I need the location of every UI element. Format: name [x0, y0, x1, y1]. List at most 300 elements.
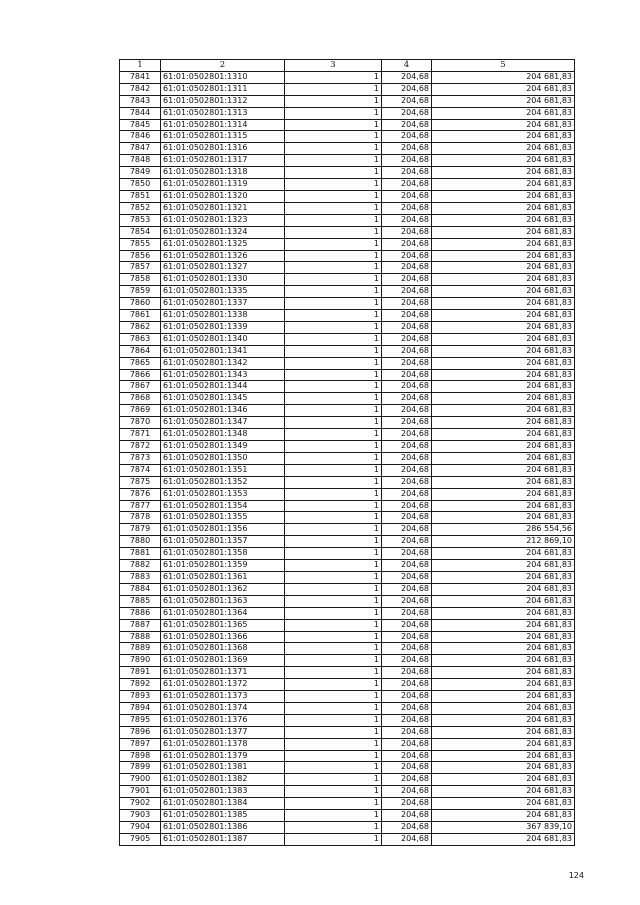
header-col-3: 3 [285, 60, 382, 72]
cell-value: 204 681,83 [432, 464, 575, 476]
cell-area: 204,68 [382, 190, 432, 202]
cell-area: 204,68 [382, 643, 432, 655]
cell-count: 1 [285, 822, 382, 834]
cell-count: 1 [285, 369, 382, 381]
table-row [120, 750, 575, 762]
table-row [120, 714, 575, 726]
cell-cadastral-number: 61:01:0502801:1323 [161, 214, 285, 226]
table-row [120, 167, 575, 179]
cell-row-number: 7882 [120, 560, 161, 572]
cell-cadastral-number: 61:01:0502801:1356 [161, 524, 285, 536]
table-row [120, 702, 575, 714]
cell-count: 1 [285, 405, 382, 417]
cell-cadastral-number: 61:01:0502801:1318 [161, 167, 285, 179]
cell-value: 204 681,83 [432, 476, 575, 488]
cell-value: 204 681,83 [432, 607, 575, 619]
cell-row-number: 7892 [120, 679, 161, 691]
cell-cadastral-number: 61:01:0502801:1354 [161, 500, 285, 512]
cell-area: 204,68 [382, 833, 432, 845]
cell-value: 204 681,83 [432, 345, 575, 357]
table-row [120, 71, 575, 83]
cell-area: 204,68 [382, 369, 432, 381]
cell-area: 204,68 [382, 595, 432, 607]
cell-area: 204,68 [382, 441, 432, 453]
cell-value: 204 681,83 [432, 381, 575, 393]
cell-cadastral-number: 61:01:0502801:1384 [161, 798, 285, 810]
cell-value: 367 839,10 [432, 822, 575, 834]
cell-count: 1 [285, 274, 382, 286]
cell-row-number: 7870 [120, 417, 161, 429]
cell-area: 204,68 [382, 250, 432, 262]
table-row [120, 524, 575, 536]
table-row [120, 274, 575, 286]
cell-row-number: 7874 [120, 464, 161, 476]
cell-value: 204 681,83 [432, 441, 575, 453]
cell-row-number: 7888 [120, 631, 161, 643]
cell-area: 204,68 [382, 679, 432, 691]
cell-area: 204,68 [382, 726, 432, 738]
cell-value: 204 681,83 [432, 702, 575, 714]
cell-area: 204,68 [382, 405, 432, 417]
cell-row-number: 7897 [120, 738, 161, 750]
cell-count: 1 [285, 214, 382, 226]
header-col-5: 5 [432, 60, 575, 72]
cell-row-number: 7879 [120, 524, 161, 536]
cell-value: 204 681,83 [432, 167, 575, 179]
cell-value: 204 681,83 [432, 369, 575, 381]
table-row [120, 143, 575, 155]
cell-row-number: 7857 [120, 262, 161, 274]
cell-count: 1 [285, 452, 382, 464]
table-row [120, 571, 575, 583]
cell-cadastral-number: 61:01:0502801:1355 [161, 512, 285, 524]
cell-row-number: 7858 [120, 274, 161, 286]
cell-row-number: 7887 [120, 619, 161, 631]
cell-value: 204 681,83 [432, 619, 575, 631]
table-row [120, 452, 575, 464]
cell-cadastral-number: 61:01:0502801:1317 [161, 155, 285, 167]
cell-value: 204 681,83 [432, 190, 575, 202]
cell-area: 204,68 [382, 167, 432, 179]
cell-value: 204 681,83 [432, 417, 575, 429]
cell-cadastral-number: 61:01:0502801:1315 [161, 131, 285, 143]
header-col-2: 2 [161, 60, 285, 72]
cell-area: 204,68 [382, 655, 432, 667]
cell-area: 204,68 [382, 738, 432, 750]
cell-cadastral-number: 61:01:0502801:1324 [161, 226, 285, 238]
cell-value: 212 869,10 [432, 536, 575, 548]
cell-area: 204,68 [382, 536, 432, 548]
cell-area: 204,68 [382, 774, 432, 786]
cell-row-number: 7846 [120, 131, 161, 143]
cell-count: 1 [285, 298, 382, 310]
table-row [120, 202, 575, 214]
cell-row-number: 7885 [120, 595, 161, 607]
cell-cadastral-number: 61:01:0502801:1345 [161, 393, 285, 405]
cell-row-number: 7866 [120, 369, 161, 381]
cell-count: 1 [285, 548, 382, 560]
table-row [120, 500, 575, 512]
cell-area: 204,68 [382, 179, 432, 191]
cell-row-number: 7902 [120, 798, 161, 810]
table-row [120, 298, 575, 310]
table-row [120, 595, 575, 607]
cell-row-number: 7859 [120, 286, 161, 298]
cell-cadastral-number: 61:01:0502801:1320 [161, 190, 285, 202]
cell-row-number: 7898 [120, 750, 161, 762]
table-row [120, 131, 575, 143]
cell-count: 1 [285, 762, 382, 774]
cell-count: 1 [285, 464, 382, 476]
cell-row-number: 7863 [120, 333, 161, 345]
cell-cadastral-number: 61:01:0502801:1314 [161, 119, 285, 131]
cell-count: 1 [285, 131, 382, 143]
cell-value: 204 681,83 [432, 595, 575, 607]
table-row [120, 381, 575, 393]
table-row [120, 476, 575, 488]
cell-row-number: 7861 [120, 310, 161, 322]
cell-count: 1 [285, 667, 382, 679]
table-row [120, 679, 575, 691]
cell-value: 204 681,83 [432, 333, 575, 345]
cell-count: 1 [285, 476, 382, 488]
cell-value: 204 681,83 [432, 214, 575, 226]
cell-cadastral-number: 61:01:0502801:1376 [161, 714, 285, 726]
table-row [120, 536, 575, 548]
cell-value: 204 681,83 [432, 310, 575, 322]
table-row [120, 262, 575, 274]
cell-row-number: 7865 [120, 357, 161, 369]
table-row [120, 822, 575, 834]
cell-area: 204,68 [382, 667, 432, 679]
table-row [120, 119, 575, 131]
cell-row-number: 7901 [120, 786, 161, 798]
cell-count: 1 [285, 262, 382, 274]
cell-area: 204,68 [382, 500, 432, 512]
cell-count: 1 [285, 536, 382, 548]
cell-value: 286 554,56 [432, 524, 575, 536]
header-row [120, 60, 575, 72]
cell-area: 204,68 [382, 762, 432, 774]
cell-row-number: 7877 [120, 500, 161, 512]
cell-cadastral-number: 61:01:0502801:1349 [161, 441, 285, 453]
cell-value: 204 681,83 [432, 274, 575, 286]
cell-area: 204,68 [382, 155, 432, 167]
cell-area: 204,68 [382, 786, 432, 798]
table-row [120, 691, 575, 703]
table-row [120, 655, 575, 667]
cell-row-number: 7843 [120, 95, 161, 107]
cell-value: 204 681,83 [432, 679, 575, 691]
cell-count: 1 [285, 429, 382, 441]
table-row [120, 441, 575, 453]
cell-cadastral-number: 61:01:0502801:1351 [161, 464, 285, 476]
cell-cadastral-number: 61:01:0502801:1348 [161, 429, 285, 441]
cell-count: 1 [285, 571, 382, 583]
table-row [120, 488, 575, 500]
cell-count: 1 [285, 702, 382, 714]
cell-count: 1 [285, 560, 382, 572]
cell-area: 204,68 [382, 631, 432, 643]
cell-area: 204,68 [382, 822, 432, 834]
cell-count: 1 [285, 179, 382, 191]
cell-area: 204,68 [382, 452, 432, 464]
table-row [120, 429, 575, 441]
table-row [120, 583, 575, 595]
table-row [120, 786, 575, 798]
cell-cadastral-number: 61:01:0502801:1386 [161, 822, 285, 834]
cell-cadastral-number: 61:01:0502801:1337 [161, 298, 285, 310]
cell-count: 1 [285, 190, 382, 202]
cell-row-number: 7894 [120, 702, 161, 714]
cell-area: 204,68 [382, 488, 432, 500]
table-row [120, 286, 575, 298]
cell-value: 204 681,83 [432, 548, 575, 560]
table-row [120, 798, 575, 810]
cell-cadastral-number: 61:01:0502801:1327 [161, 262, 285, 274]
cell-area: 204,68 [382, 321, 432, 333]
cell-count: 1 [285, 774, 382, 786]
cell-row-number: 7881 [120, 548, 161, 560]
cell-count: 1 [285, 631, 382, 643]
cell-count: 1 [285, 714, 382, 726]
cell-count: 1 [285, 238, 382, 250]
cell-row-number: 7871 [120, 429, 161, 441]
cell-cadastral-number: 61:01:0502801:1358 [161, 548, 285, 560]
cell-cadastral-number: 61:01:0502801:1330 [161, 274, 285, 286]
cell-area: 204,68 [382, 226, 432, 238]
cell-count: 1 [285, 381, 382, 393]
cell-value: 204 681,83 [432, 738, 575, 750]
cell-count: 1 [285, 583, 382, 595]
cell-area: 204,68 [382, 345, 432, 357]
cell-area: 204,68 [382, 214, 432, 226]
cell-cadastral-number: 61:01:0502801:1368 [161, 643, 285, 655]
cell-row-number: 7869 [120, 405, 161, 417]
cell-row-number: 7891 [120, 667, 161, 679]
cell-area: 204,68 [382, 143, 432, 155]
cell-cadastral-number: 61:01:0502801:1366 [161, 631, 285, 643]
table-row [120, 667, 575, 679]
cell-cadastral-number: 61:01:0502801:1353 [161, 488, 285, 500]
cell-area: 204,68 [382, 417, 432, 429]
cell-area: 204,68 [382, 464, 432, 476]
cell-value: 204 681,83 [432, 238, 575, 250]
table-row [120, 190, 575, 202]
cell-value: 204 681,83 [432, 179, 575, 191]
table-row [120, 179, 575, 191]
cell-value: 204 681,83 [432, 726, 575, 738]
cell-cadastral-number: 61:01:0502801:1311 [161, 83, 285, 95]
table-body [120, 71, 575, 845]
cell-count: 1 [285, 119, 382, 131]
cell-value: 204 681,83 [432, 714, 575, 726]
cell-area: 204,68 [382, 298, 432, 310]
cell-area: 204,68 [382, 691, 432, 703]
table-row [120, 405, 575, 417]
cell-value: 204 681,83 [432, 750, 575, 762]
cell-area: 204,68 [382, 393, 432, 405]
header-col-1: 1 [120, 60, 161, 72]
cell-row-number: 7848 [120, 155, 161, 167]
cell-row-number: 7852 [120, 202, 161, 214]
cell-area: 204,68 [382, 274, 432, 286]
table-row [120, 107, 575, 119]
cell-row-number: 7844 [120, 107, 161, 119]
cell-count: 1 [285, 143, 382, 155]
cell-cadastral-number: 61:01:0502801:1352 [161, 476, 285, 488]
table-row [120, 95, 575, 107]
cell-value: 204 681,83 [432, 762, 575, 774]
cell-area: 204,68 [382, 262, 432, 274]
cell-row-number: 7850 [120, 179, 161, 191]
cell-row-number: 7890 [120, 655, 161, 667]
cell-area: 204,68 [382, 702, 432, 714]
cell-count: 1 [285, 95, 382, 107]
cell-row-number: 7855 [120, 238, 161, 250]
cell-value: 204 681,83 [432, 262, 575, 274]
cell-count: 1 [285, 619, 382, 631]
cell-count: 1 [285, 202, 382, 214]
cell-cadastral-number: 61:01:0502801:1374 [161, 702, 285, 714]
cell-row-number: 7864 [120, 345, 161, 357]
cell-count: 1 [285, 833, 382, 845]
table-row [120, 345, 575, 357]
cell-row-number: 7873 [120, 452, 161, 464]
cell-count: 1 [285, 71, 382, 83]
cell-area: 204,68 [382, 357, 432, 369]
cell-area: 204,68 [382, 607, 432, 619]
cadastral-table [119, 59, 575, 846]
cell-row-number: 7841 [120, 71, 161, 83]
cell-count: 1 [285, 643, 382, 655]
cell-area: 204,68 [382, 286, 432, 298]
cell-area: 204,68 [382, 560, 432, 572]
table-row [120, 357, 575, 369]
cell-count: 1 [285, 655, 382, 667]
cell-count: 1 [285, 250, 382, 262]
table-row [120, 369, 575, 381]
table-row [120, 214, 575, 226]
table-row [120, 512, 575, 524]
cell-row-number: 7876 [120, 488, 161, 500]
cell-count: 1 [285, 107, 382, 119]
table-row [120, 738, 575, 750]
cell-count: 1 [285, 679, 382, 691]
cell-cadastral-number: 61:01:0502801:1363 [161, 595, 285, 607]
cell-value: 204 681,83 [432, 643, 575, 655]
cell-value: 204 681,83 [432, 71, 575, 83]
cell-value: 204 681,83 [432, 798, 575, 810]
cell-count: 1 [285, 607, 382, 619]
cell-cadastral-number: 61:01:0502801:1319 [161, 179, 285, 191]
cell-value: 204 681,83 [432, 691, 575, 703]
cell-cadastral-number: 61:01:0502801:1378 [161, 738, 285, 750]
cell-value: 204 681,83 [432, 429, 575, 441]
cell-count: 1 [285, 441, 382, 453]
cell-cadastral-number: 61:01:0502801:1341 [161, 345, 285, 357]
cell-count: 1 [285, 726, 382, 738]
cell-area: 204,68 [382, 750, 432, 762]
table-row [120, 560, 575, 572]
cell-row-number: 7845 [120, 119, 161, 131]
table-row [120, 726, 575, 738]
cell-row-number: 7878 [120, 512, 161, 524]
table-row [120, 155, 575, 167]
cell-row-number: 7854 [120, 226, 161, 238]
table-row [120, 548, 575, 560]
table-row [120, 83, 575, 95]
cell-row-number: 7883 [120, 571, 161, 583]
cell-cadastral-number: 61:01:0502801:1350 [161, 452, 285, 464]
cell-cadastral-number: 61:01:0502801:1312 [161, 95, 285, 107]
cell-cadastral-number: 61:01:0502801:1338 [161, 310, 285, 322]
cell-value: 204 681,83 [432, 774, 575, 786]
cell-row-number: 7889 [120, 643, 161, 655]
cell-row-number: 7868 [120, 393, 161, 405]
cell-cadastral-number: 61:01:0502801:1316 [161, 143, 285, 155]
cell-area: 204,68 [382, 548, 432, 560]
cell-area: 204,68 [382, 429, 432, 441]
table-row [120, 810, 575, 822]
cell-value: 204 681,83 [432, 655, 575, 667]
cell-area: 204,68 [382, 107, 432, 119]
cell-count: 1 [285, 155, 382, 167]
cell-cadastral-number: 61:01:0502801:1369 [161, 655, 285, 667]
cell-area: 204,68 [382, 202, 432, 214]
table-row [120, 762, 575, 774]
cell-area: 204,68 [382, 95, 432, 107]
table-row [120, 774, 575, 786]
cell-count: 1 [285, 226, 382, 238]
cell-value: 204 681,83 [432, 143, 575, 155]
cell-row-number: 7880 [120, 536, 161, 548]
cell-count: 1 [285, 321, 382, 333]
cell-area: 204,68 [382, 619, 432, 631]
cell-area: 204,68 [382, 798, 432, 810]
cell-area: 204,68 [382, 119, 432, 131]
cell-value: 204 681,83 [432, 321, 575, 333]
cell-cadastral-number: 61:01:0502801:1377 [161, 726, 285, 738]
table-row [120, 333, 575, 345]
cell-row-number: 7893 [120, 691, 161, 703]
cell-value: 204 681,83 [432, 357, 575, 369]
cell-value: 204 681,83 [432, 393, 575, 405]
cell-value: 204 681,83 [432, 131, 575, 143]
cell-area: 204,68 [382, 476, 432, 488]
table-row [120, 250, 575, 262]
cell-count: 1 [285, 500, 382, 512]
cell-row-number: 7905 [120, 833, 161, 845]
cell-cadastral-number: 61:01:0502801:1365 [161, 619, 285, 631]
cell-count: 1 [285, 691, 382, 703]
cell-row-number: 7884 [120, 583, 161, 595]
cell-cadastral-number: 61:01:0502801:1343 [161, 369, 285, 381]
cell-count: 1 [285, 357, 382, 369]
cell-cadastral-number: 61:01:0502801:1344 [161, 381, 285, 393]
cell-cadastral-number: 61:01:0502801:1385 [161, 810, 285, 822]
cell-area: 204,68 [382, 714, 432, 726]
cell-count: 1 [285, 750, 382, 762]
cell-cadastral-number: 61:01:0502801:1364 [161, 607, 285, 619]
table-row [120, 310, 575, 322]
cell-row-number: 7860 [120, 298, 161, 310]
cell-value: 204 681,83 [432, 405, 575, 417]
cell-cadastral-number: 61:01:0502801:1326 [161, 250, 285, 262]
header-col-4: 4 [382, 60, 432, 72]
cell-value: 204 681,83 [432, 226, 575, 238]
cell-cadastral-number: 61:01:0502801:1342 [161, 357, 285, 369]
